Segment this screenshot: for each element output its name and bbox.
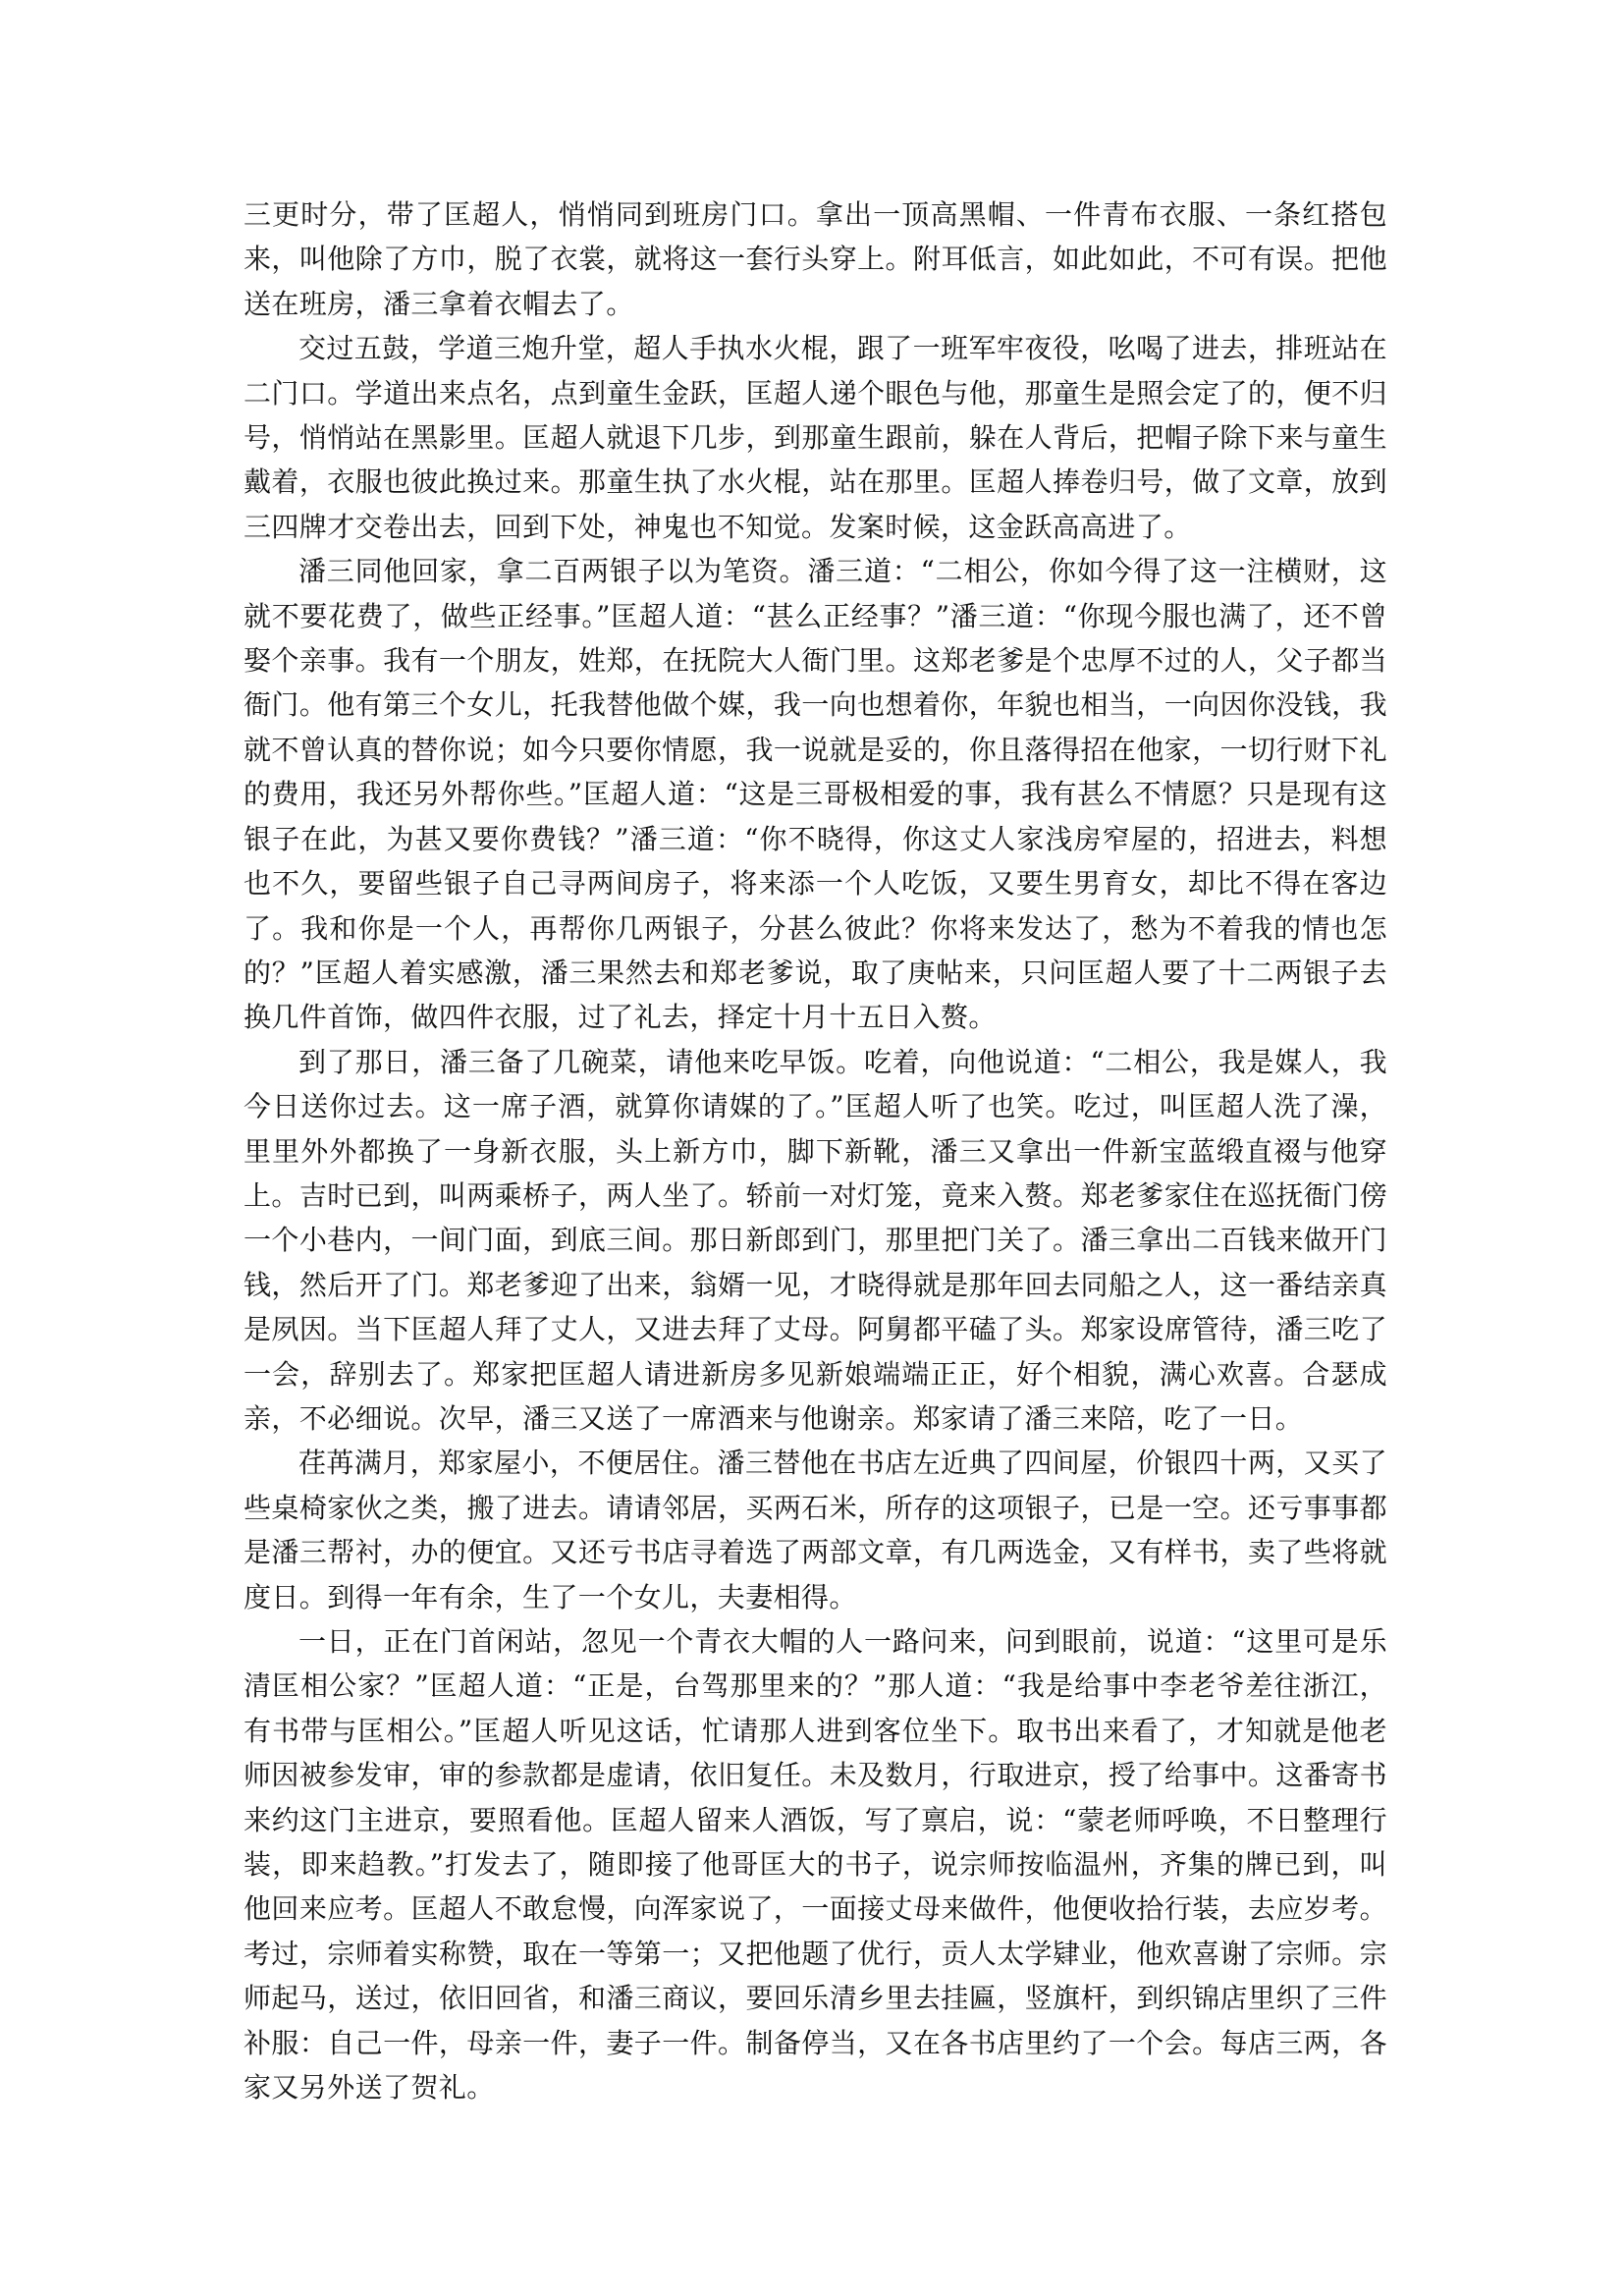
paragraph: 荏苒满月，郑家屋小，不便居住。潘三替他在书店左近典了四间屋，价银四十两，又买了些桌椅家伙之类，搬了进去。请请邻居，买两石米，所存的这项银子，已是一空。还亏事事都是潘三帮衬，办的便宜。又还亏书店寻着选了两部文章，有几两选金，又有样书，卖了些将就度日。到得一年有余，生了一个女儿，夫妻相得。 (243, 1447, 1387, 1613)
paragraph: 交过五鼓，学道三炮升堂，超人手执水火棍，跟了一班军牢夜役，吆喝了进去，排班站在二门口。学道出来点名，点到童生金跃，匡超人递个眼色与他，那童生是照会定了的，便不归号，悄悄站在黑影里。匡超人就退下几步，到那童生跟前，躲在人背后，把帽子除下来与童生戴着，衣服也彼此换过来。那童生执了水火棍，站在那里。匡超人捧卷归号，做了文章，放到三四牌才交卷出去，回到下处，神鬼也不知觉。发案时候，这金跃高高进了。 (243, 332, 1387, 543)
body-text (243, 192, 1387, 2109)
paragraph: 一日，正在门首闲站，忽见一个青衣大帽的人一路问来，问到眼前，说道：“这里可是乐清匡相公家？”匡超人道：“正是，台驾那里来的？”那人道：“我是给事中李老爷差往浙江，有书带与匡相公。”匡超人听见这话，忙请那人进到客位坐下。取书出来看了，才知就是他老师因被参发审，审的参款都是虚请，依旧复任。未及数月，行取进京，授了给事中。这番寄书来约这门主进京，要照看他。匡超人留来人酒饭，写了禀启，说：“蒙老师呼唤，不日整理行装，即来趋教。”打发去了，随即接了他哥匡大的书子，说宗师按临温州，齐集的牌已到，叫他回来应考。匡超人不敢怠慢，向浑家说了，一面接丈母来做件，他便收拾行装，去应岁考。考过，宗师着实称赞，取在一等第一；又把他题了优行，贡人太学肄业，他欢喜谢了宗师。宗师起马，送过，依旧回省，和潘三商议，要回乐清乡里去挂匾，竖旗杆，到织锦店里织了三件补服：自己一件，母亲一件，妻子一件。制备停当，又在各书店里约了一个会。每店三两，各家又另外送了贺礼。 (243, 1625, 1387, 2105)
paragraph: 三更时分，带了匡超人，悄悄同到班房门口。拿出一顶高黑帽、一件青布衣服、一条红搭包来，叫他除了方巾，脱了衣裳，就将这一套行头穿上。附耳低言，如此如此，不可有误。把他送在班房，潘三拿着衣帽去了。 (243, 198, 1387, 320)
paragraph: 潘三同他回家，拿二百两银子以为笔资。潘三道：“二相公，你如今得了这一注横财，这就不要花费了，做些正经事。”匡超人道：“甚么正经事？”潘三道：“你现今服也满了，还不曾娶个亲事。我有一个朋友，姓郑，在抚院大人衙门里。这郑老爹是个忠厚不过的人，父子都当衙门。他有第三个女儿，托我替他做个媒，我一向也想着你，年貌也相当，一向因你没钱，我就不曾认真的替你说；如今只要你情愿，我一说就是妥的，你且落得招在他家，一切行财下礼的费用，我还另外帮你些。”匡超人道：“这是三哥极相爱的事，我有甚么不情愿？只是现有这银子在此，为甚又要你费钱？”潘三道：“你不晓得，你这丈人家浅房窄屋的，招进去，料想也不久，要留些银子自己寻两间房子，将来添一个人吃饭，又要生男育女，却比不得在客边了。我和你是一个人，再帮你几两银子，分甚么彼此？你将来发达了，愁为不着我的情也怎的？”匡超人着实感激，潘三果然去和郑老爹说，取了庚帖来，只问匡超人要了十二两银子去换几件首饰，做四件衣服，过了礼去，择定十月十五日入赘。 (243, 555, 1387, 1034)
paragraph: 到了那日，潘三备了几碗菜，请他来吃早饭。吃着，向他说道：“二相公，我是媒人，我今日送你过去。这一席子酒，就算你请媒的了。”匡超人听了也笑。吃过，叫匡超人洗了澡，里里外外都换了一身新衣服，头上新方巾，脚下新靴，潘三又拿出一件新宝蓝缎直裰与他穿上。吉时已到，叫两乘桥子，两人坐了。轿前一对灯笼，竟来入赘。郑老爹家住在巡抚衙门傍一个小巷内，一间门面，到底三间。那日新郎到门，那里把门关了。潘三拿出二百钱来做开门钱，然后开了门。郑老爹迎了出来，翁婿一见，才晓得就是那年回去同船之人，这一番结亲真是夙因。当下匡超人拜了丈人，又进去拜了丈母。阿舅都平磕了头。郑家设席管待，潘三吃了一会，辞别去了。郑家把匡超人请进新房多见新娘端端正正，好个相貌，满心欢喜。合瑟成亲，不必细说。次早，潘三又送了一席酒来与他谢亲。郑家请了潘三来陪，吃了一日。 (243, 1045, 1387, 1435)
